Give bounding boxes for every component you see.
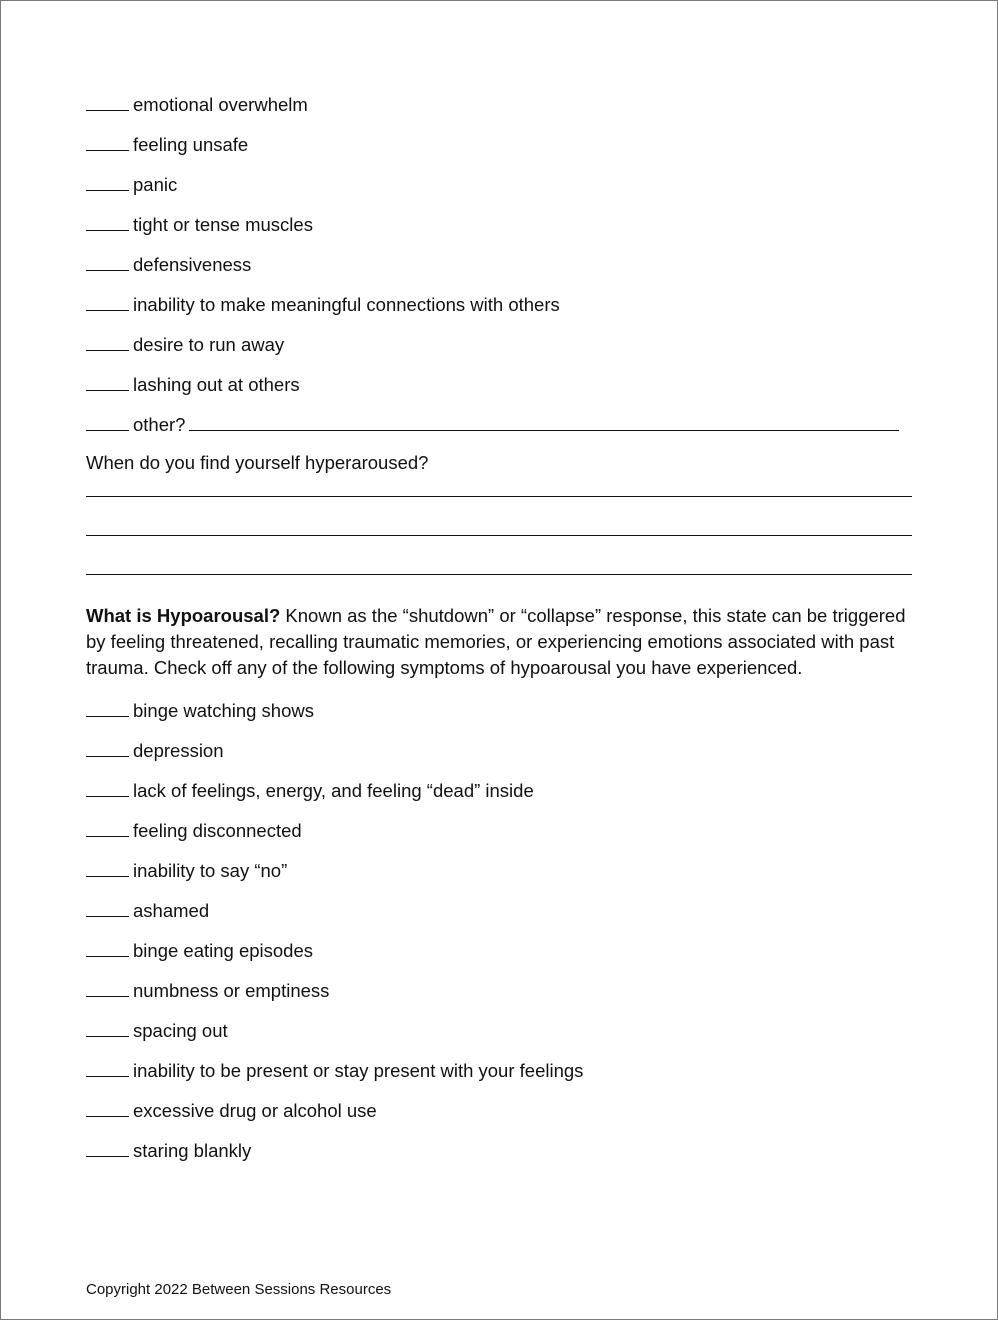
- check-blank[interactable]: [86, 1016, 129, 1037]
- checklist-item: [86, 250, 916, 290]
- other-write-in-line[interactable]: [189, 410, 899, 431]
- checklist-item-label: inability to be present or stay present with your feelings: [133, 1060, 584, 1081]
- checklist-item: [86, 1016, 916, 1056]
- checklist-item-label: staring blankly: [133, 1140, 252, 1161]
- checklist-item-label: spacing out: [133, 1020, 228, 1041]
- checklist-item: [86, 370, 916, 410]
- checklist-item: [86, 776, 916, 816]
- checklist-item: [86, 170, 916, 210]
- checklist-item-label: inability to say “no”: [133, 860, 288, 881]
- checklist-item-other: [86, 410, 916, 450]
- checklist-item-label: lack of feelings, energy, and feeling “dead” inside: [133, 780, 534, 801]
- hyperarousal-checklist: [86, 90, 916, 450]
- checklist-item: [86, 736, 916, 776]
- checklist-item-label: desire to run away: [133, 334, 285, 355]
- check-blank[interactable]: [86, 696, 129, 717]
- checklist-item: [86, 696, 916, 736]
- check-blank[interactable]: [86, 250, 129, 271]
- checklist-item: [86, 936, 916, 976]
- checklist-item-label: tight or tense muscles: [133, 214, 313, 235]
- check-blank[interactable]: [86, 370, 129, 391]
- hyperarousal-question: When do you find yourself hyperaroused?: [86, 452, 429, 473]
- check-blank[interactable]: [86, 856, 129, 877]
- checklist-item-label: ashamed: [133, 900, 210, 921]
- check-blank[interactable]: [86, 210, 129, 231]
- check-blank[interactable]: [86, 1056, 129, 1077]
- checklist-item-label: feeling disconnected: [133, 820, 302, 841]
- checklist-item: [86, 896, 916, 936]
- checklist-item-label: excessive drug or alcohol use: [133, 1100, 377, 1121]
- checklist-item: [86, 976, 916, 1016]
- checklist-item: [86, 816, 916, 856]
- checklist-item: [86, 1056, 916, 1096]
- checklist-item: [86, 1136, 916, 1176]
- checklist-item-label: defensiveness: [133, 254, 252, 275]
- checklist-item: [86, 856, 916, 896]
- checklist-item: [86, 290, 916, 330]
- hypoarousal-checklist: [86, 696, 916, 1176]
- checklist-item: [86, 130, 916, 170]
- check-blank[interactable]: [86, 330, 129, 351]
- copyright-footer: Copyright 2022 Between Sessions Resources: [86, 1281, 392, 1298]
- checklist-item-label: binge eating episodes: [133, 940, 314, 961]
- checklist-item: [86, 210, 916, 250]
- answer-lines: [86, 496, 916, 575]
- check-blank[interactable]: [86, 290, 129, 311]
- checklist-item: [86, 330, 916, 370]
- checklist-item-label: panic: [133, 174, 178, 195]
- check-blank[interactable]: [86, 90, 129, 111]
- hypoarousal-heading: What is Hypoarousal?: [86, 605, 281, 626]
- answer-line[interactable]: [86, 574, 912, 575]
- check-blank[interactable]: [86, 170, 129, 191]
- checklist-item-label: feeling unsafe: [133, 134, 249, 155]
- check-blank[interactable]: [86, 776, 129, 797]
- checklist-item: [86, 1096, 916, 1136]
- check-blank[interactable]: [86, 1096, 129, 1117]
- check-blank[interactable]: [86, 410, 129, 431]
- checklist-item-label: emotional overwhelm: [133, 94, 308, 115]
- checklist-item: [86, 90, 916, 130]
- answer-line[interactable]: [86, 535, 912, 536]
- check-blank[interactable]: [86, 896, 129, 917]
- hypoarousal-intro: [86, 603, 914, 681]
- checklist-item-label: depression: [133, 740, 224, 761]
- answer-line[interactable]: [86, 496, 912, 497]
- checklist-item-label: lashing out at others: [133, 374, 300, 395]
- other-label: other?: [133, 414, 186, 435]
- checklist-item-label: inability to make meaningful connections with others: [133, 294, 560, 315]
- hypoarousal-description: Known as the “shutdown” or “collapse” response, this state can be triggered by feeling threatened, recalling traumatic memories, or experiencing emotions associated with past trauma. Check off any of the following symptoms of hypoarousal you have experienced.: [86, 605, 906, 678]
- check-blank[interactable]: [86, 736, 129, 757]
- checklist-item-label: binge watching shows: [133, 700, 314, 721]
- check-blank[interactable]: [86, 816, 129, 837]
- check-blank[interactable]: [86, 1136, 129, 1157]
- worksheet-content: [86, 90, 916, 1176]
- check-blank[interactable]: [86, 976, 129, 997]
- checklist-item-label: numbness or emptiness: [133, 980, 330, 1001]
- check-blank[interactable]: [86, 936, 129, 957]
- check-blank[interactable]: [86, 130, 129, 151]
